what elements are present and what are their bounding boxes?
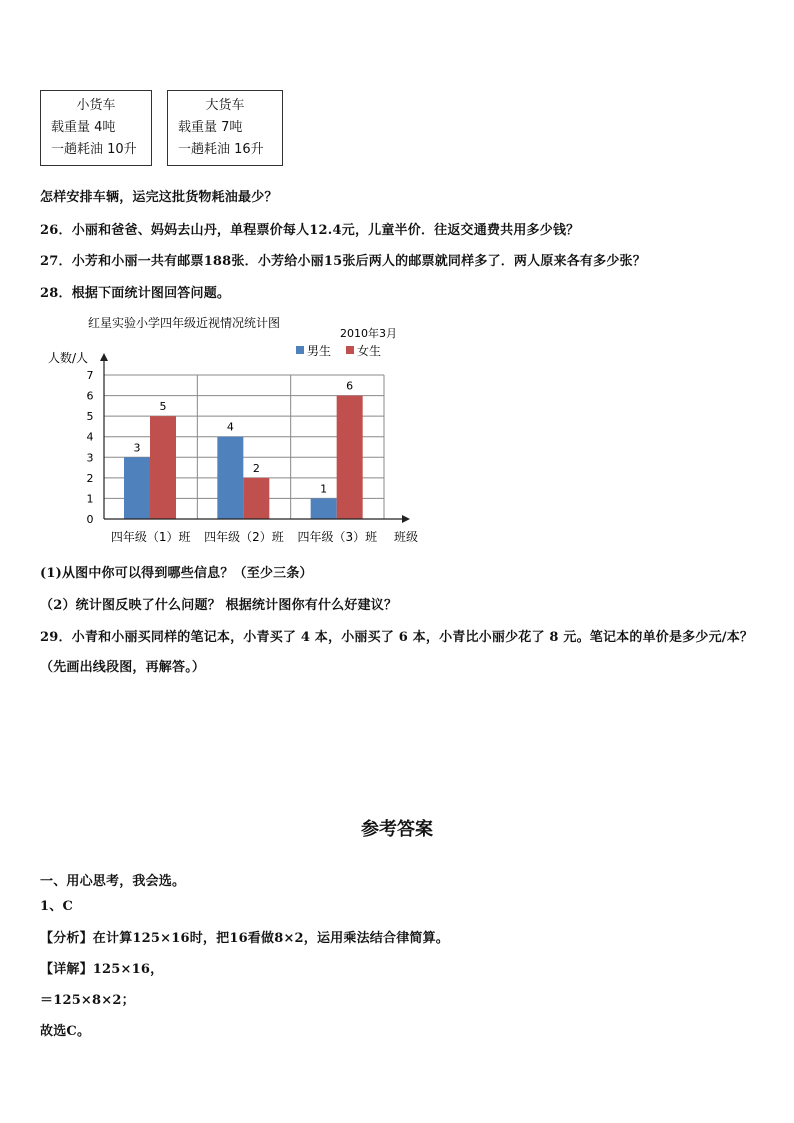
small-truck-capacity: 载重量 4吨 (51, 120, 116, 135)
chart-x-axis-label: 班级 (394, 530, 419, 544)
legend-label-girls: 女生 (357, 344, 382, 358)
bar-value-label: 3 (133, 441, 141, 455)
answer-1-analysis: 【分析】在计算125×16时，把16看做8×2，运用乘法结合律简算。 (40, 931, 449, 946)
y-tick-label: 6 (86, 389, 94, 403)
question-28-part2: （2）统计图反映了什么问题？ 根据统计图你有什么好建议？ (40, 598, 398, 613)
large-truck-fuel: 一趟耗油 16升 (178, 142, 264, 157)
answer-1-choice: 故选C。 (40, 1024, 91, 1039)
large-truck-capacity: 载重量 7吨 (178, 120, 243, 135)
x-tick-label: 四年级（2）班 (204, 530, 284, 544)
answer-1-step: ＝125×8×2； (40, 993, 135, 1008)
legend-label-boys: 男生 (307, 344, 332, 358)
chart-y-axis-label: 人数/人 (48, 351, 89, 365)
bar-value-label: 2 (252, 461, 260, 475)
y-tick-label: 5 (86, 410, 94, 424)
bar-value-label: 4 (226, 420, 234, 434)
bar-boys (124, 457, 150, 519)
small-truck-name: 小货车 (76, 98, 116, 113)
x-axis-arrow (402, 515, 410, 523)
legend-swatch-boys (296, 346, 304, 354)
large-truck-box (167, 90, 283, 166)
bar-girls (243, 478, 269, 519)
question-28: 28．根据下面统计图回答问题。 (40, 286, 231, 301)
bar-girls (150, 416, 176, 519)
bar-boys (311, 498, 337, 519)
large-truck-name: 大货车 (205, 98, 245, 113)
x-tick-label: 四年级（1）班 (110, 530, 191, 544)
bar-value-label: 5 (159, 400, 167, 414)
legend-swatch-girls (346, 346, 354, 354)
question-29: 29．小青和小丽买同样的笔记本，小青买了 4 本，小丽买了 6 本，小青比小丽少花了 8 元。笔记本的单价是多少元/本？ (40, 630, 754, 645)
y-axis-arrow (100, 353, 108, 361)
bar-value-label: 6 (346, 379, 354, 393)
answer-1-detail: 【详解】125×16， (40, 962, 164, 977)
small-truck-box (40, 90, 152, 166)
y-tick-label: 0 (86, 513, 94, 526)
question-28-part1: (1)从图中你可以得到哪些信息？（至少三条） (40, 566, 313, 581)
y-tick-label: 7 (86, 369, 94, 382)
bar-girls (337, 396, 363, 519)
y-tick-label: 4 (86, 430, 94, 444)
question-27: 27．小芳和小丽一共有邮票188张．小芳给小丽15张后两人的邮票就同样多了．两人原来各有多少张？ (40, 254, 646, 269)
answers-section-1: 一、用心思考，我会选。 (40, 874, 186, 889)
question-26: 26．小丽和爸爸、妈妈去山丹，单程票价每人12.4元，儿童半价．往返交通费共用多少钱？ (40, 223, 580, 238)
y-tick-label: 2 (86, 471, 94, 485)
question-29-note: （先画出线段图，再解答。） (40, 660, 206, 675)
bar-boys (217, 437, 243, 519)
x-tick-label: 四年级（3）班 (297, 530, 378, 544)
small-truck-fuel: 一趟耗油 10升 (51, 142, 137, 157)
y-tick-label: 3 (86, 451, 94, 465)
question-25-tail: 怎样安排车辆，运完这批货物耗油最少？ (40, 190, 278, 205)
chart-legend (296, 343, 381, 358)
myopia-bar-chart (0, 310, 794, 550)
chart-subtitle: 2010年3月 (340, 327, 397, 340)
answer-1: 1、C (40, 899, 73, 914)
chart-title: 红星实验小学四年级近视情况统计图 (88, 316, 281, 330)
answers-heading: 参考答案 (361, 819, 433, 840)
y-tick-label: 1 (86, 492, 94, 506)
bar-value-label: 1 (320, 482, 328, 496)
